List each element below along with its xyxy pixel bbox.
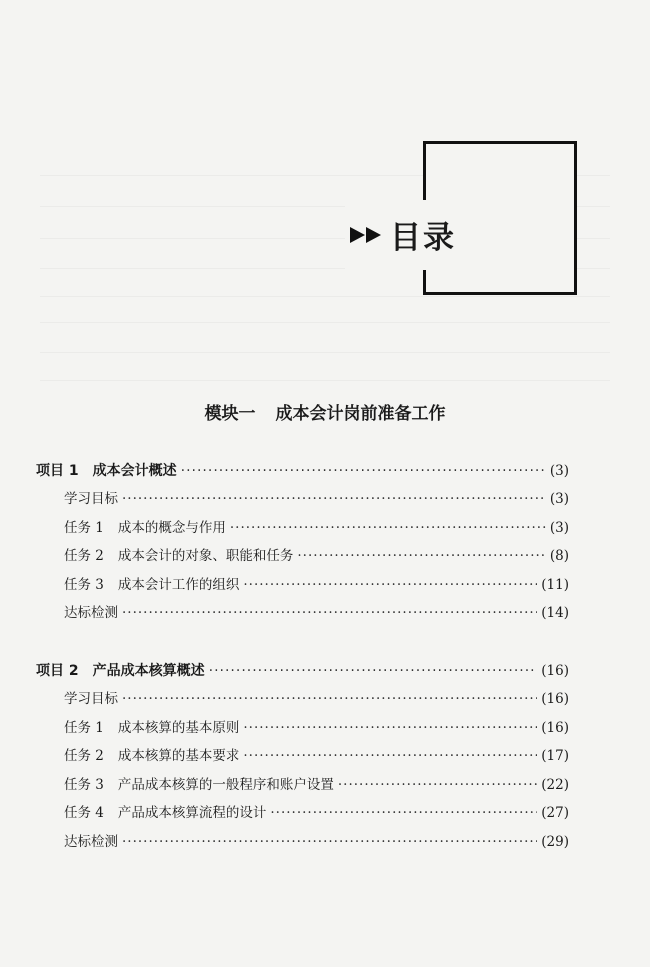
- entry-number: 任务 3: [64, 577, 104, 593]
- toc-entry[interactable]: [64, 603, 569, 623]
- entry-number: 任务 4: [64, 805, 104, 821]
- entry-name: 产品成本核算的一般程序和账户设置: [117, 777, 334, 793]
- toc-entry[interactable]: [64, 803, 569, 823]
- dot-leader: [297, 546, 545, 566]
- entry-name: 达标检测: [64, 834, 118, 850]
- entry-name: 学习目标: [64, 691, 118, 707]
- page-number: (17): [541, 748, 569, 764]
- entry-number: 任务 2: [64, 548, 104, 564]
- project-name: 产品成本核算概述: [92, 663, 205, 679]
- project-number: 项目 1: [36, 463, 79, 479]
- page-number: (16): [541, 663, 569, 679]
- entry-name: 成本的概念与作用: [117, 520, 226, 536]
- dot-leader: [181, 461, 546, 481]
- dot-leader: [243, 718, 537, 738]
- entry-name: 成本会计工作的组织: [117, 577, 240, 593]
- entry-name: 成本核算的基本原则: [117, 720, 240, 736]
- page-number: (27): [541, 805, 569, 821]
- toc-entry[interactable]: [64, 489, 569, 509]
- page-title: [350, 212, 456, 257]
- module-name: 成本会计岗前准备工作: [275, 404, 446, 424]
- page-number: (22): [541, 777, 569, 793]
- module-label: 模块一: [204, 404, 256, 424]
- dot-leader: [338, 775, 537, 795]
- page-number: (16): [541, 720, 569, 736]
- entry-name: 学习目标: [64, 491, 118, 507]
- entry-number: 任务 1: [64, 720, 104, 736]
- toc-entry[interactable]: [64, 718, 569, 738]
- toc-project-2[interactable]: [36, 661, 569, 681]
- page-number: (16): [541, 691, 569, 707]
- toc-entry[interactable]: [64, 546, 569, 566]
- project-name: 成本会计概述: [92, 463, 177, 479]
- toc-entry[interactable]: [64, 575, 569, 595]
- dot-leader: [230, 518, 546, 538]
- entry-name: 成本会计的对象、职能和任务: [117, 548, 294, 564]
- entry-number: 任务 2: [64, 748, 104, 764]
- entry-number: 任务 1: [64, 520, 104, 536]
- page-number: (14): [541, 605, 569, 621]
- double-arrow-icon: [350, 226, 384, 244]
- dot-leader: [243, 575, 537, 595]
- toc-entry[interactable]: [64, 518, 569, 538]
- toc-entry[interactable]: [64, 746, 569, 766]
- dot-leader: [122, 832, 537, 852]
- dot-leader: [122, 689, 537, 709]
- entry-name: 达标检测: [64, 605, 118, 621]
- toc-entry[interactable]: [64, 775, 569, 795]
- page-number: (11): [541, 577, 569, 593]
- entry-name: 成本核算的基本要求: [117, 748, 240, 764]
- title-text: 目录: [390, 220, 456, 256]
- toc-project-1[interactable]: [36, 461, 569, 481]
- entry-number: 任务 3: [64, 777, 104, 793]
- toc-entry[interactable]: [64, 832, 569, 852]
- dot-leader: [209, 661, 538, 681]
- entry-name: 产品成本核算流程的设计: [117, 805, 267, 821]
- page-number: (3): [549, 491, 569, 507]
- toc-entry[interactable]: [64, 689, 569, 709]
- page-number: (3): [549, 463, 569, 479]
- project-number: 项目 2: [36, 663, 79, 679]
- page-number: (8): [549, 548, 569, 564]
- dot-leader: [122, 489, 546, 509]
- module-heading: [0, 399, 650, 424]
- page-number: (3): [549, 520, 569, 536]
- page-number: (29): [541, 834, 569, 850]
- dot-leader: [122, 603, 537, 623]
- dot-leader: [243, 746, 537, 766]
- dot-leader: [270, 803, 537, 823]
